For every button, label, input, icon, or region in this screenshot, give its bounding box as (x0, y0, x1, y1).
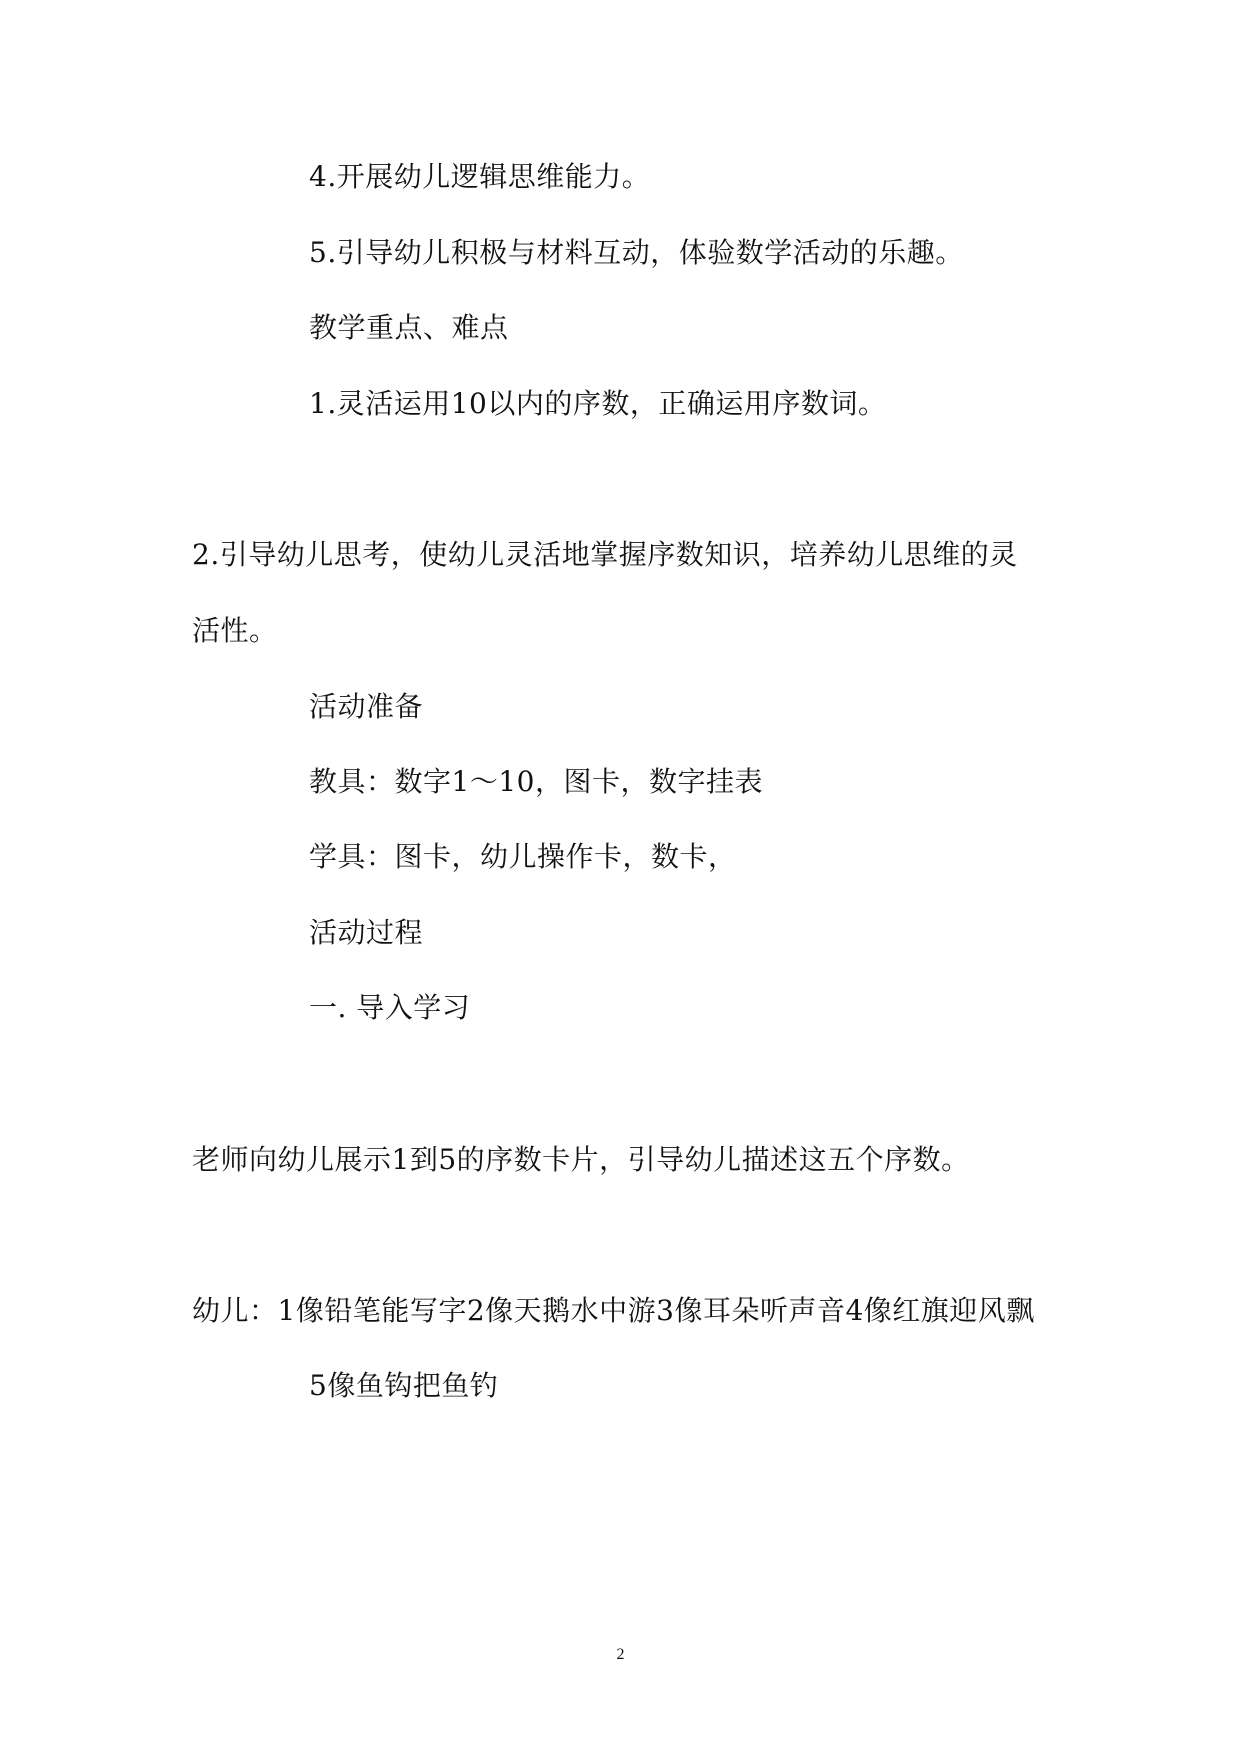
page-number: 2 (616, 1646, 625, 1663)
paragraph-objective-4: 4.开展幼儿逻辑思维能力。 (309, 160, 651, 193)
paragraph-key-point-2: 2.引导幼儿思考，使幼儿灵活地掌握序数知识，培养幼儿思维的灵 (192, 538, 1018, 571)
paragraph-key-point-1: 1.灵活运用10以内的序数，正确运用序数词。 (309, 387, 887, 420)
paragraph-key-point-2-continued: 活性。 (192, 614, 278, 647)
paragraph-children-rhymes-continued: 5像鱼钩把鱼钓 (309, 1369, 499, 1402)
paragraph-objective-5: 5.引导幼儿积极与材料互动，体验数学活动的乐趣。 (309, 236, 964, 269)
subsection-heading-introduction: 一. 导入学习 (309, 991, 471, 1024)
section-heading-process: 活动过程 (309, 916, 424, 949)
paragraph-learning-aids: 学具：图卡，幼儿操作卡，数卡， (309, 840, 737, 873)
section-heading-key-points: 教学重点、难点 (309, 311, 509, 344)
section-heading-preparation: 活动准备 (309, 690, 424, 723)
paragraph-teaching-aids: 教具：数字1～10，图卡，数字挂表 (309, 765, 763, 798)
paragraph-children-rhymes: 幼儿：1像铅笔能写字2像天鹅水中游3像耳朵听声音4像红旗迎风飘 (192, 1294, 1035, 1327)
paragraph-teacher-shows-cards: 老师向幼儿展示1到5的序数卡片，引导幼儿描述这五个序数。 (192, 1143, 970, 1176)
